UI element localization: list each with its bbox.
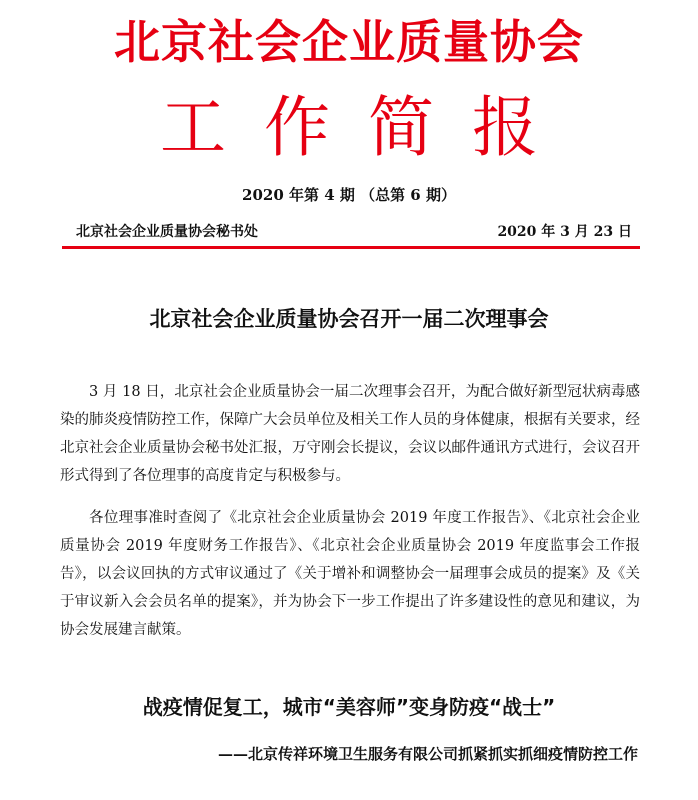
second-article-subtitle: ——北京传祥环境卫生服务有限公司抓紧抓实抓细疫情防控工作 <box>217 745 638 763</box>
issue-number: 2020 年第 4 期 （总第 6 期） <box>242 186 456 204</box>
article-paragraph-2: 各位理事准时查阅了《北京社会企业质量协会 2019 年度工作报告》、《北京社会企业质量协会 2019 年度财务工作报告》、《北京社会企业质量协会 2019 年度监事会工作报告》，以会议回执的方式审议通过了《关于增补和调整协会一届理事会成员的提案》及《关于审议新入会会员名单的提案》，并为协会下一步工作提出了许多建设性的意见和建议，为协会发展建言献策。 <box>60 510 640 638</box>
masthead-organization: 北京社会企业质量协会 <box>114 15 584 69</box>
meta-row <box>62 220 640 244</box>
red-divider-rule <box>62 246 640 249</box>
masthead-title: 工作简报 <box>160 89 576 166</box>
publish-date: 2020 年 3 月 23 日 <box>497 224 632 240</box>
second-article-headline: 战疫情促复工，城市“美容师”变身防疫“战士” <box>142 695 556 719</box>
article-paragraph-1: 3 月 18 日，北京社会企业质量协会一届二次理事会召开，为配合做好新型冠状病毒感染的肺炎疫情防控工作，保障广大会员单位及相关工作人员的身体健康，根据有关要求，经北京社会企业质量协会秘书处汇报，万守刚会长提议，会议以邮件通讯方式进行，会议召开形式得到了各位理事的高度肯定与积极参与。 <box>60 384 640 484</box>
publisher: 北京社会企业质量协会秘书处 <box>76 224 258 240</box>
article-headline: 北京社会企业质量协会召开一届二次理事会 <box>149 307 549 331</box>
